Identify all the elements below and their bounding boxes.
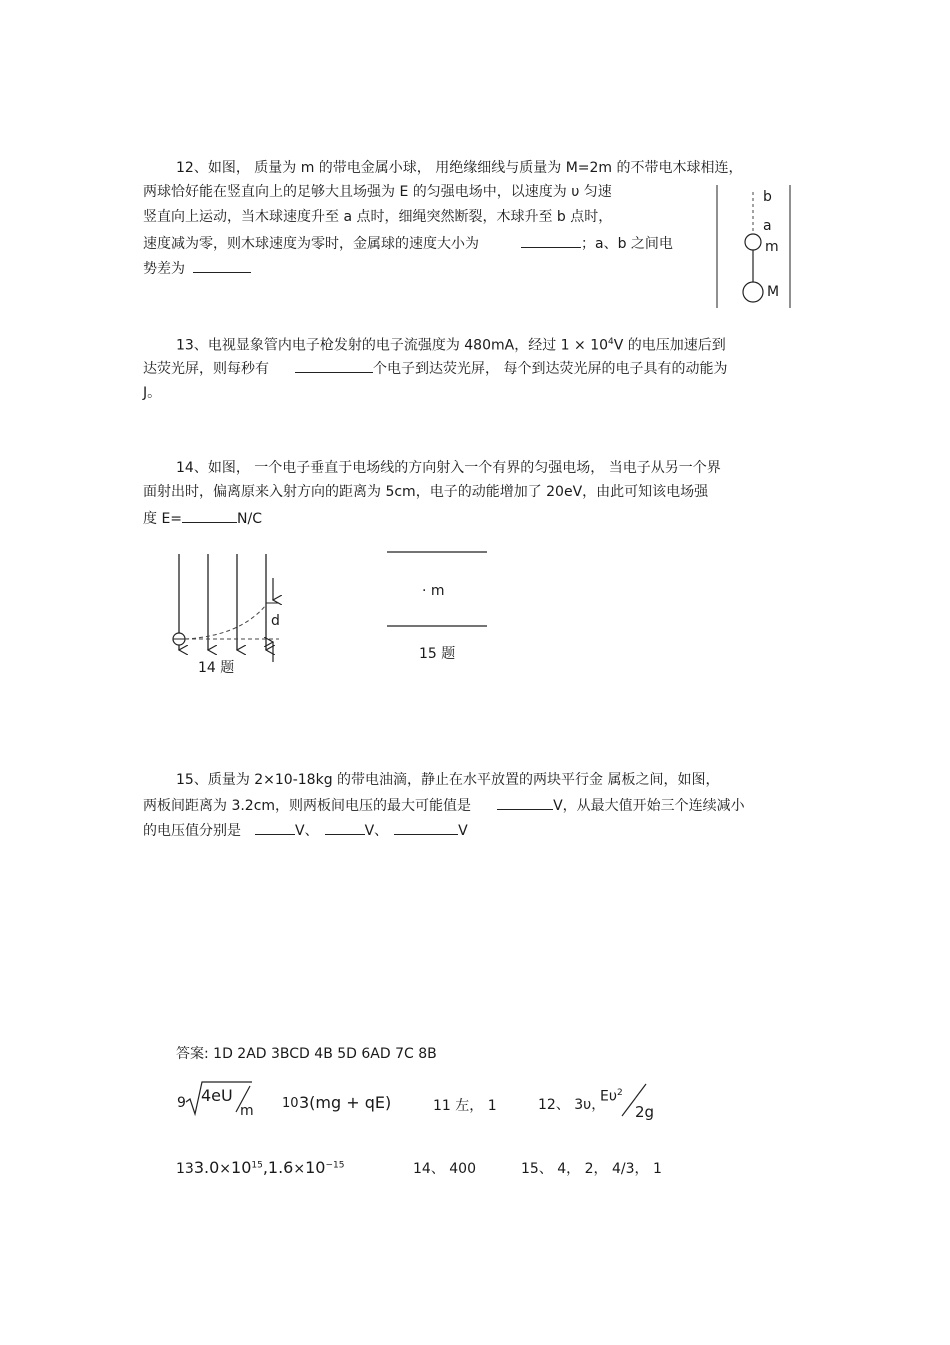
answers-row1: 答案: 1D 2AD 3BCD 4B 5D 6AD 7C 8B: [176, 1046, 437, 1062]
q12-line1: 12、如图， 质量为 m 的带电金属小球， 用绝缘细线与质量为 M=2m 的不带电木球相连，: [176, 160, 743, 176]
q15-sep1: V、: [295, 823, 319, 839]
answer-13-times2: ×: [293, 1161, 306, 1177]
answer-10-expr: 3(mg + qE): [299, 1093, 392, 1112]
q12-metal-ball: [745, 234, 761, 250]
q15-blank-1[interactable]: [255, 820, 295, 835]
answer-13-times1: ×: [219, 1161, 232, 1177]
q15-sep2: V、: [364, 823, 389, 839]
q14-deflected-path: [185, 605, 266, 639]
q15-blank-max[interactable]: [497, 795, 553, 810]
q14-figure: [165, 550, 295, 670]
q15-line2: [143, 795, 745, 815]
answer-9-top: 4eU: [201, 1086, 233, 1105]
q13-exponent: 4: [608, 337, 614, 347]
answer-12: 12、 3υ，: [538, 1097, 606, 1113]
answer-11: 11 左， 1: [433, 1098, 497, 1114]
q14-line3-a: 度 E=: [143, 511, 183, 527]
q12-line2: 两球恰好能在竖直向上的足够大且场强为 E 的匀强电场中，以速度为 υ 匀速: [143, 184, 612, 200]
q14-line2: 面射出时，偏离原来入射方向的距离为 5cm，电子的动能增加了 20eV，由此可知该电场强: [143, 484, 709, 500]
answer-13-coef1: 3.0: [193, 1158, 220, 1177]
q15-line1: 15、质量为 2×10-18kg 的带电油滴，静止在水平放置的两块平行金 属板之间，如图，: [176, 772, 720, 788]
q13-blank-count[interactable]: [295, 358, 373, 373]
q15-blank-2[interactable]: [325, 820, 365, 835]
q15-line3-a: 的电压值分别是: [143, 823, 241, 839]
q14-label-d: d: [271, 613, 280, 629]
answer-13-base2: 10: [305, 1158, 326, 1177]
q13-line2-a: 达荧光屏，则每秒有: [143, 361, 269, 377]
answer-9-bottom: m: [240, 1103, 254, 1119]
answer-13-exp2: −15: [325, 1160, 345, 1171]
q14-line3: [143, 508, 262, 528]
q15-line2-a: 两板间距离为 3.2cm，则两板间电压的最大可能值是: [143, 798, 472, 814]
q12-line5-text: 势差为: [143, 261, 185, 277]
q14-blank-E[interactable]: [182, 508, 237, 523]
q14-line1: 14、如图， 一个电子垂直于电场线的方向射入一个有界的匀强电场， 当电子从另一个界: [176, 460, 721, 476]
q13-line3: J。: [143, 385, 162, 401]
answer-14: 14、 400: [413, 1161, 476, 1177]
q13-line1: [176, 333, 726, 355]
q12-label-m: m: [765, 239, 779, 255]
answer-15: 15、 4， 2， 4/3， 1: [521, 1161, 662, 1177]
answer-13-num: 13: [176, 1161, 194, 1177]
q12-line4: [143, 233, 673, 253]
answer-13-base1: 10: [231, 1158, 252, 1177]
answer-9-num: 9: [177, 1095, 186, 1111]
q15-caption: 15 题: [419, 646, 456, 662]
q12-line5: [143, 258, 251, 278]
answer-12-bottom: 2g: [635, 1103, 655, 1121]
q12-wood-ball: [743, 282, 763, 302]
q12-label-a: a: [763, 218, 772, 234]
answer-12-exp: 2: [616, 1088, 623, 1098]
q14-line3-b: N/C: [237, 511, 262, 527]
answer-10-num: 10: [282, 1096, 299, 1111]
q13-line2-b: 个电子到达荧光屏， 每个到达荧光屏的电子具有的动能为: [373, 361, 728, 377]
q12-blank-potential[interactable]: [193, 258, 251, 273]
q13-line2: [143, 358, 727, 378]
q12-figure: [712, 180, 812, 315]
q15-line2-b: V，从最大值开始三个连续减小: [553, 798, 745, 814]
q13-line1-a: 13、电视显象管内电子枪发射的电子流强度为 480mA，经过 1 × 10: [176, 337, 609, 354]
answer-13-exp1: 15: [251, 1160, 263, 1171]
q15-line3-end: V: [458, 823, 468, 839]
q12-line4-tail: ；a、b 之间电: [581, 236, 673, 252]
answer-12-top-text: Eυ: [600, 1088, 617, 1105]
q12-label-b: b: [763, 189, 772, 205]
q15-line3: [143, 820, 468, 840]
q12-line4-text: 速度减为零，则木球速度为零时，金属球的速度大小为: [143, 236, 479, 252]
q13-line1-b: V 的电压加速后到: [613, 337, 726, 354]
q15-oil-drop-label: · m: [422, 583, 445, 599]
q12-blank-speed[interactable]: [521, 233, 581, 248]
q15-blank-3[interactable]: [394, 820, 458, 835]
q14-caption: 14 题: [198, 660, 235, 676]
answer-13: [176, 1158, 344, 1177]
answer-13-coef2: ,1.6: [262, 1158, 294, 1177]
q12-line3: 竖直向上运动，当木球速度升至 a 点时，细绳突然断裂，木球升至 b 点时，: [143, 209, 613, 225]
q12-label-M: M: [767, 284, 780, 300]
